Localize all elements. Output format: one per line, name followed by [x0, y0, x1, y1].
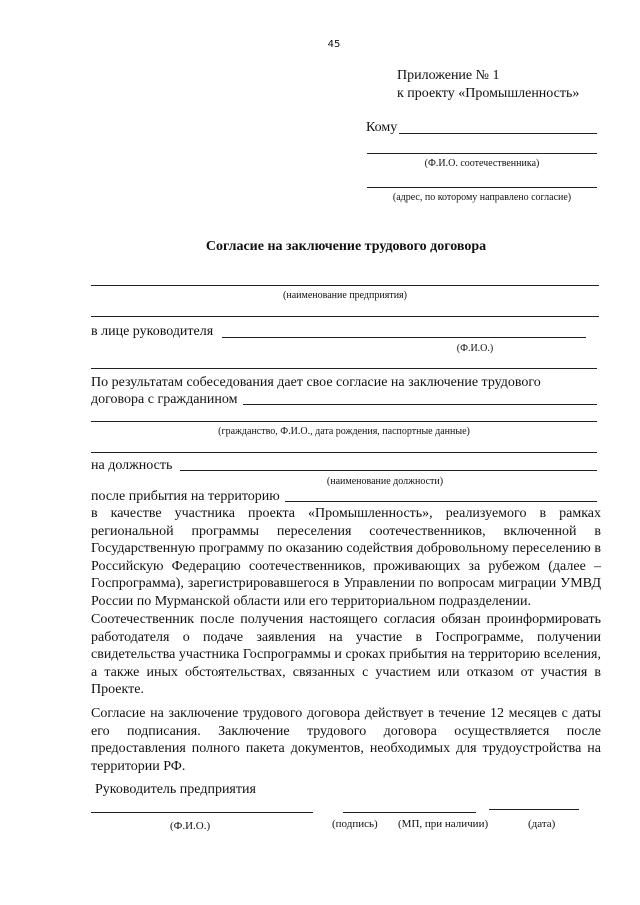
to-blank-line[interactable] [399, 133, 597, 134]
paragraph-validity: Согласие на заключение трудового договора действует в течение 12 месяцев с даты его подписания. Заключение трудового договора осуществляется после предоставления полного пакета документов, необходимых для трудоустройства на территории РФ. [91, 706, 601, 774]
signature-date-caption: (дата) [528, 818, 556, 830]
signature-date-line[interactable] [489, 809, 579, 810]
paragraph-program: в качестве участника проекта «Промышленность», реализуемого в рамках региональной программы переселения соотечественников, включенной в Государственную программу по оказанию содействия добровольному переселению в Российскую Федерацию соотечественников, проживающих за рубежом (далее – Госпрограмма), зарегистрировавшегося в Управлении по вопросам миграции УМВД России по Мурманской области или его территориальном подразделении. [91, 506, 601, 609]
enterprise-blank-line[interactable] [91, 285, 599, 286]
address-caption: (адрес, по которому направлено согласие) [392, 192, 572, 203]
head-blank-line[interactable] [222, 337, 586, 338]
interview-line-1: По результатам собеседования дает свое согласие на заключение трудового [91, 375, 541, 390]
citizen-caption: (гражданство, Ф.И.О., дата рождения, паспортные данные) [218, 426, 470, 437]
address-blank-line[interactable] [367, 187, 597, 188]
citizen-blank-line-2[interactable] [91, 421, 597, 422]
interview-line-2: договора с гражданином [91, 392, 238, 407]
fio-caption: (Ф.И.О. соотечественника) [424, 158, 540, 169]
paragraph-obligations: Соотечественник после получения настоящего согласия обязан проинформировать работодателя о подаче заявления на участие в Госпрограмме, получении свидетельства участника Госпрограммы и сроках прибытия на территорию вселения, а также иных обстоятельствах, связанных с участием или отказом от участия в Проекте. [91, 612, 601, 698]
signature-fio-line[interactable] [91, 812, 313, 813]
head-label: в лице руководителя [91, 324, 214, 339]
head-blank-line-2[interactable] [91, 368, 597, 369]
position-blank-line[interactable] [180, 470, 597, 471]
signature-seal-caption: (МП, при наличии) [398, 818, 489, 830]
head-caption: (Ф.И.О.) [456, 343, 494, 354]
document-title: Согласие на заключение трудового договора [205, 239, 487, 254]
enterprise-blank-line-2[interactable] [91, 316, 599, 317]
appendix-line-2: к проекту «Промышленность» [397, 86, 580, 101]
page-number: 45 [327, 39, 341, 50]
arrival-blank-line[interactable] [285, 501, 597, 502]
signature-fio-caption: (Ф.И.О.) [170, 820, 211, 832]
position-label: на должность [91, 458, 173, 473]
signature-head-label: Руководитель предприятия [95, 782, 256, 797]
appendix-line-1: Приложение № 1 [397, 68, 500, 83]
arrival-label: после прибытия на территорию [91, 489, 280, 504]
fio-blank-line[interactable] [367, 153, 597, 154]
signature-sign-line[interactable] [343, 812, 476, 813]
position-caption: (наименование должности) [326, 476, 444, 487]
citizen-blank-line[interactable] [243, 404, 597, 405]
citizen-blank-line-3[interactable] [91, 452, 597, 453]
signature-sign-caption: (подпись) [332, 818, 378, 830]
to-label: Кому [366, 120, 398, 135]
enterprise-caption: (наименование предприятия) [283, 290, 407, 301]
